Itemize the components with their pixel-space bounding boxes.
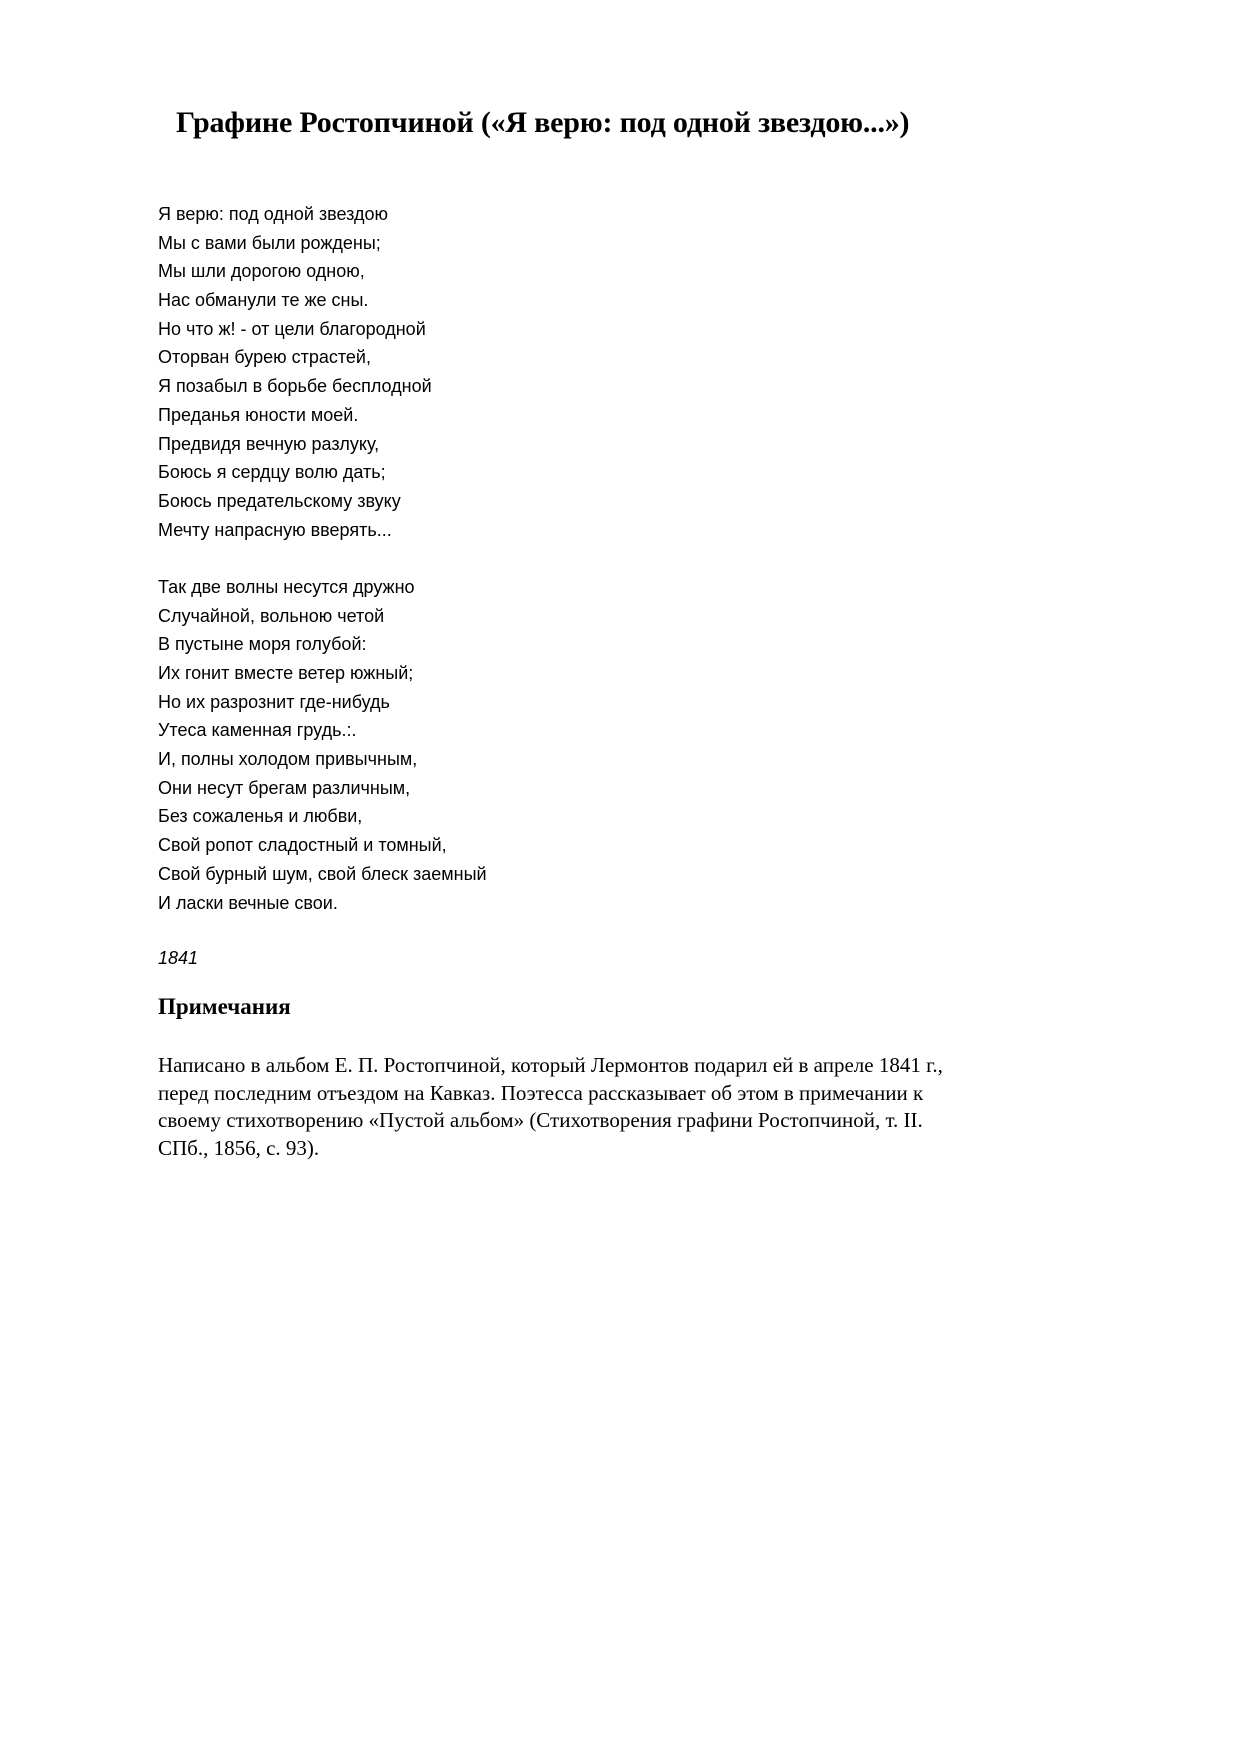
poem-line: Предвидя вечную разлуку,	[158, 433, 380, 454]
notes-line: Написано в альбом Е. П. Ростопчиной, который Лермонтов подарил ей в апреле 1841 г.,	[158, 1053, 943, 1077]
notes-line: СПб., 1856, с. 93).	[158, 1135, 320, 1160]
poem-line: Мечту напрасную вверять...	[158, 519, 392, 540]
poem-line: Так две волны несутся дружно	[158, 576, 415, 597]
poem-line: В пустыне моря голубой:	[158, 634, 367, 655]
poem-line: Боюсь я сердцу волю дать;	[158, 462, 386, 483]
poem	[158, 200, 487, 917]
poem-line: И ласки вечные свои.	[158, 892, 338, 913]
poem-line: Случайной, вольною четой	[158, 605, 385, 626]
poem-line: Утеса каменная грудь.:.	[158, 720, 357, 741]
poem-line: Но их разрознит где-нибудь	[158, 691, 390, 712]
poem-line: Я верю: под одной звездою	[158, 204, 388, 224]
poem-line: Боюсь предательскому звуку	[158, 490, 401, 511]
poem-line: Мы с вами были рождены;	[158, 232, 381, 253]
page-title: Графине Ростопчиной («Я верю: под одной звездою...»)	[176, 106, 910, 139]
notes-paragraph	[158, 1052, 943, 1162]
poem-line: Мы шли дорогою одною,	[158, 261, 365, 282]
stanza-1	[158, 200, 487, 544]
poem-line: Я позабыл в борьбе бесплодной	[158, 376, 432, 397]
poem-line: Их гонит вместе ветер южный;	[158, 663, 414, 683]
poem-line: Оторван бурею страстей,	[158, 347, 371, 368]
poem-line: Они несут брегам различным,	[158, 777, 411, 798]
poem-line: Преданья юности моей.	[158, 404, 359, 425]
notes-line: своему стихотворению «Пустой альбом» (Стихотворения графини Ростопчиной, т. II.	[158, 1108, 923, 1132]
stanza-gap	[158, 544, 487, 573]
poem-line: Без сожаленья и любви,	[158, 806, 363, 827]
poem-line: Свой бурный шум, свой блеск заемный	[158, 863, 487, 884]
notes-line: перед последним отъездом на Кавказ. Поэтесса рассказывает об этом в примечании к	[158, 1080, 924, 1105]
notes-heading: Примечания	[158, 994, 291, 1019]
poem-line: Нас обманули те же сны.	[158, 290, 369, 311]
stanza-2	[158, 573, 487, 917]
poem-line: Но что ж! - от цели благородной	[158, 318, 426, 339]
poem-line: Свой ропот сладостный и томный,	[158, 835, 447, 856]
poem-line: И, полны холодом привычным,	[158, 749, 418, 770]
poem-year: 1841	[158, 948, 199, 968]
